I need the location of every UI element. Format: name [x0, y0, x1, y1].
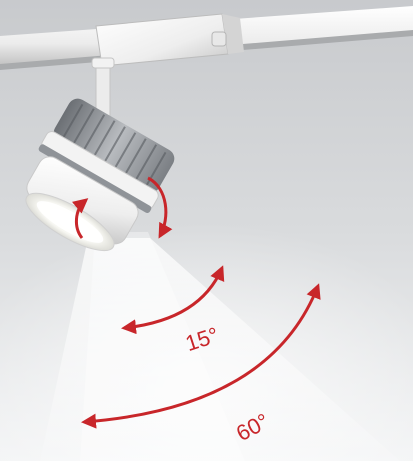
narrow-angle-label: 15° [182, 322, 222, 357]
wide-angle-label: 60° [232, 408, 274, 447]
